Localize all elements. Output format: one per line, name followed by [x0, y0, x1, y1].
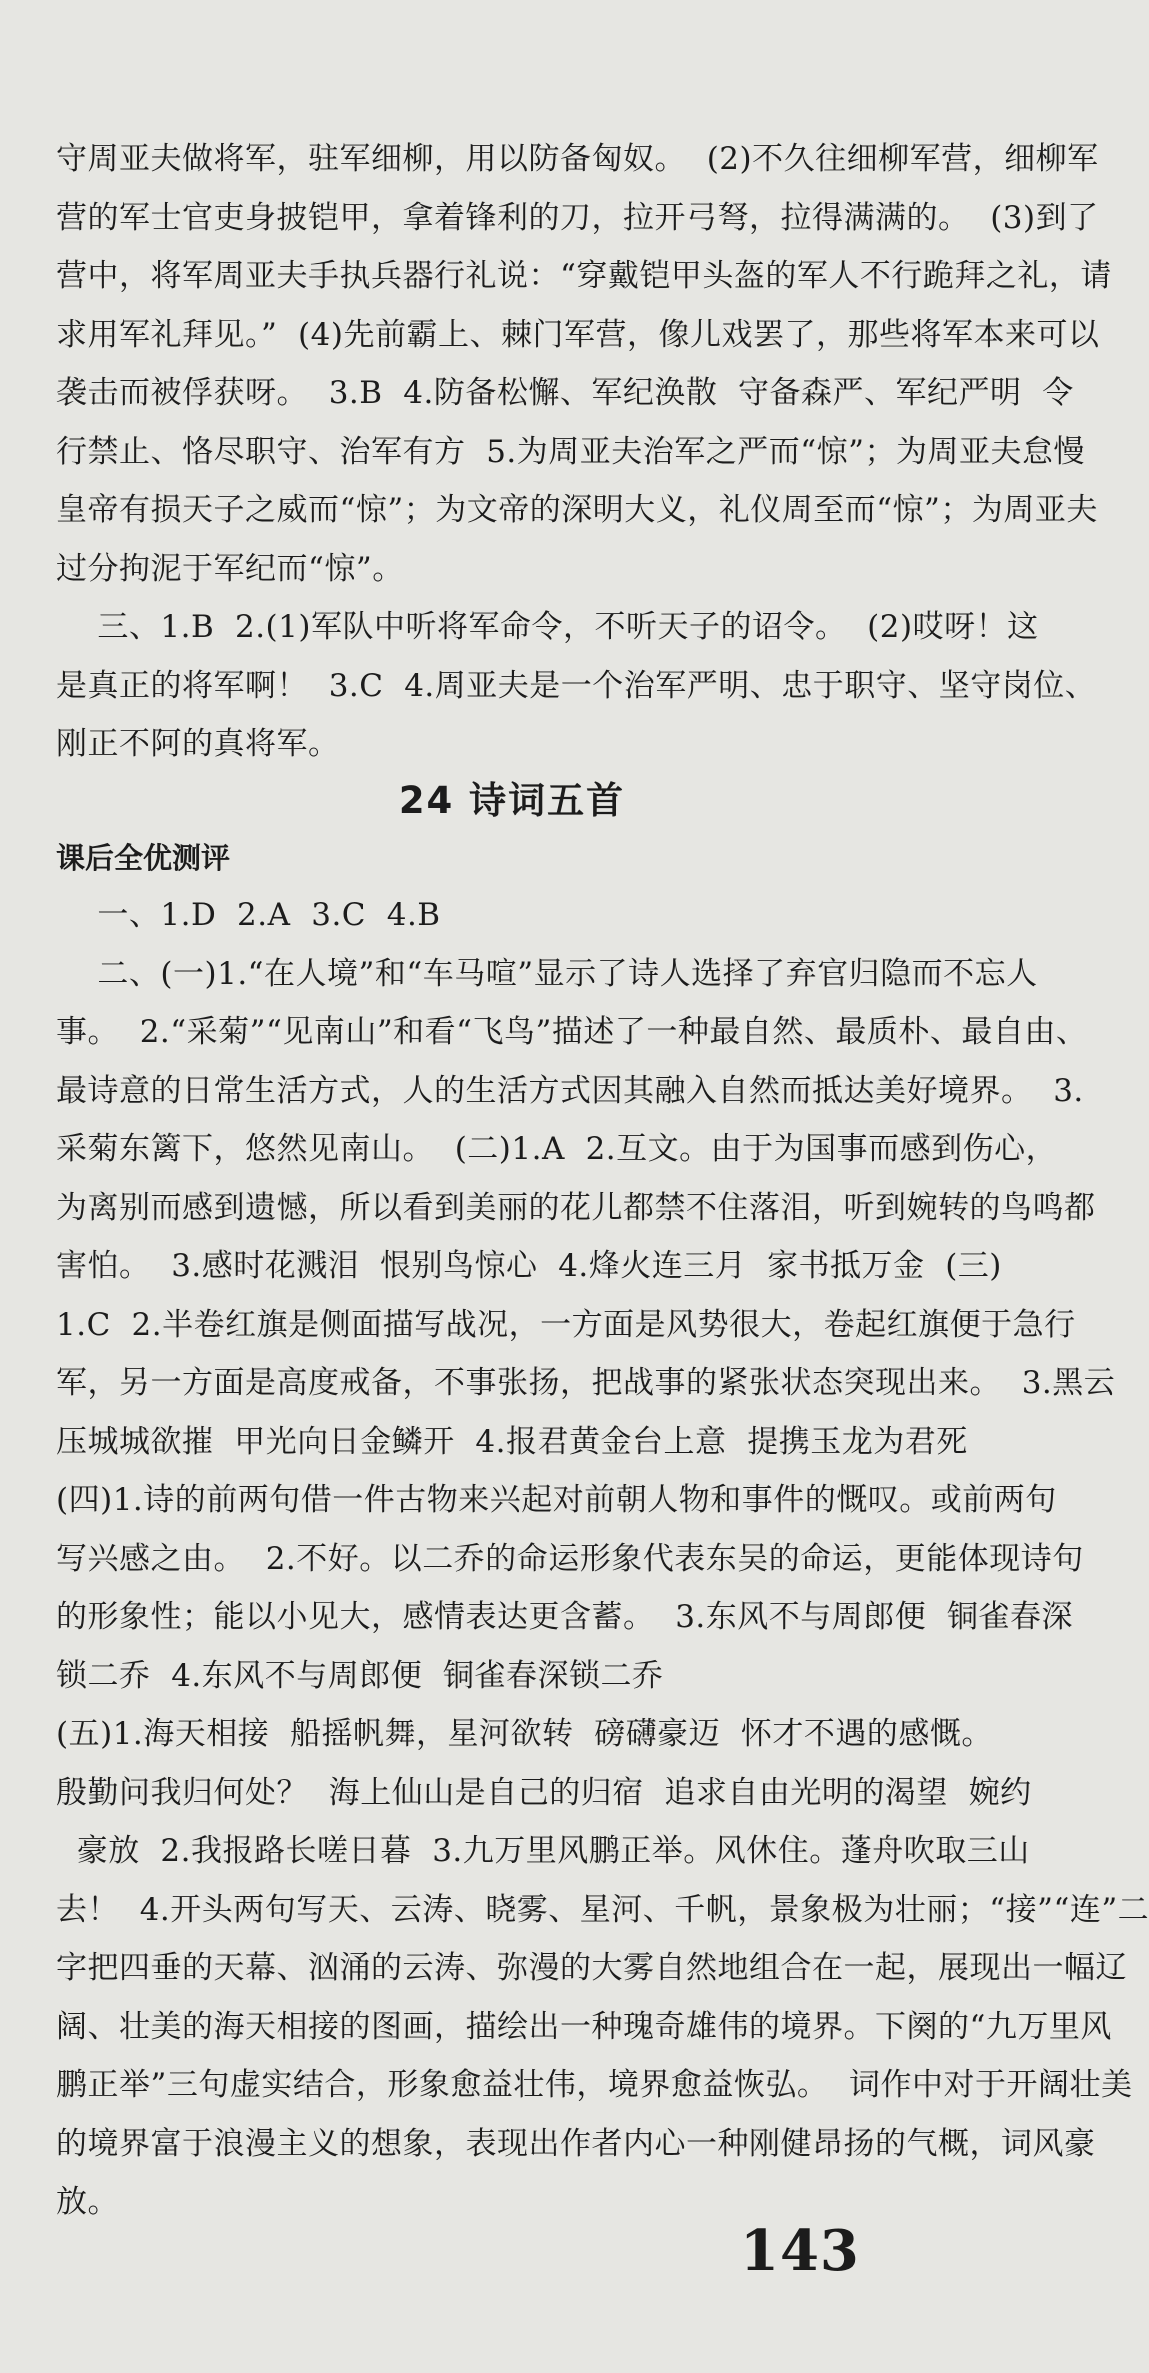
page-number: 143: [740, 2218, 860, 2284]
text-line: 求用军礼拜见。” (4)先前霸上、棘门军营，像儿戏罢了，那些将军本来可以: [56, 316, 1100, 353]
text-line: 1.C 2.半卷红旗是侧面描写战况，一方面是风势很大，卷起红旗便于急行: [56, 1306, 1076, 1343]
text-line: 豪放 2.我报路长嗟日暮 3.九万里风鹏正举。风休住。蓬舟吹取三山: [56, 1833, 1030, 1869]
text-line: 鹏正举”三句虚实结合，形象愈益壮伟，境界愈益恢弘。 词作中对于开阔壮美: [56, 2067, 1133, 2103]
text-line: (五)1.海天相接 船摇帆舞，星河欲转 磅礴豪迈 怀才不遇的感慨。: [56, 1716, 993, 1752]
text-line: 军，另一方面是高度戒备，不事张扬，把战事的紧张状态突现出来。 3.黑云: [56, 1365, 1116, 1401]
text-line: 殷勤问我归何处？ 海上仙山是自己的归宿 追求自由光明的渴望 婉约: [56, 1774, 1032, 1811]
text-line: 为离别而感到遗憾，所以看到美丽的花儿都禁不住落泪，听到婉转的鸟鸣都: [56, 1189, 1096, 1226]
text-line: 字把四垂的天幕、汹涌的云涛、弥漫的大雾自然地组合在一起，展现出一幅辽: [56, 1950, 1127, 1986]
text-line: 阔、壮美的海天相接的图画，描绘出一种瑰奇雄伟的境界。下阕的“九万里风: [56, 2008, 1112, 2045]
text-line: 过分拘泥于军纪而“惊”。: [56, 550, 404, 587]
text-line: (四)1.诗的前两句借一件古物来兴起对前朝人物和事件的慨叹。或前两句: [56, 1482, 1057, 1518]
text-line: 皇帝有损天子之威而“惊”；为文帝的深明大义，礼仪周至而“惊”；为周亚夫: [56, 492, 1098, 528]
text-line: 二、(一)1.“在人境”和“车马喧”显示了诗人选择了弃官归隐而不忘人: [56, 955, 1038, 992]
text-line: 营的军士官吏身披铠甲，拿着锋利的刀，拉开弓弩，拉得满满的。 (3)到了: [56, 199, 1099, 236]
text-line: 去！ 4.开头两句写天、云涛、晓雾、星河、千帆，景象极为壮丽；“接”“连”二: [56, 1891, 1149, 1928]
text-line: 的形象性；能以小见大，感情表达更含蓄。 3.东风不与周郎便 铜雀春深: [56, 1599, 1073, 1635]
text-line: 事。 2.“采菊”“见南山”和看“飞鸟”描述了一种最自然、最质朴、最自由、: [56, 1014, 1088, 1050]
text-line: 写兴感之由。 2.不好。以二乔的命运形象代表东吴的命运，更能体现诗句: [56, 1540, 1084, 1577]
section-subtitle: 课后全优测评: [56, 841, 231, 875]
answer-block-23: [56, 130, 1112, 774]
text-line: 是真正的将军啊！ 3.C 4.周亚夫是一个治军严明、忠于职守、坚守岗位、: [56, 667, 1097, 704]
text-line: 营中，将军周亚夫手执兵器行礼说：“穿戴铠甲头盔的军人不行跪拜之礼，请: [56, 258, 1112, 294]
text-line: 袭击而被俘获呀。 3.B 4.防备松懈、军纪涣散 守备森严、军纪严明 令: [56, 375, 1074, 411]
text-line: 放。: [56, 2184, 119, 2220]
section-title: 24 诗词五首: [398, 779, 626, 822]
text-line: 行禁止、恪尽职守、治军有方 5.为周亚夫治军之严而“惊”；为周亚夫怠慢: [56, 433, 1085, 470]
text-line: 刚正不阿的真将军。: [56, 726, 340, 762]
text-line: 三、1.B 2.(1)军队中听将军命令，不听天子的诏令。 (2)哎呀！这: [56, 609, 1039, 645]
text-line: 一、1.D 2.A 3.C 4.B: [56, 897, 441, 933]
text-line: 的境界富于浪漫主义的想象，表现出作者内心一种刚健昂扬的气概，词风豪: [56, 2125, 1096, 2162]
text-line: 害怕。 3.感时花溅泪 恨别鸟惊心 4.烽火连三月 家书抵万金 (三): [56, 1248, 1002, 1284]
answer-block-24: [56, 886, 1149, 2232]
text-line: 最诗意的日常生活方式，人的生活方式因其融入自然而抵达美好境界。 3.: [56, 1072, 1084, 1109]
text-line: 锁二乔 4.东风不与周郎便 铜雀春深锁二乔: [56, 1657, 664, 1694]
text-line: 采菊东篱下，悠然见南山。 (二)1.A 2.互文。由于为国事而感到伤心，: [56, 1131, 1058, 1167]
text-line: 守周亚夫做将军，驻军细柳，用以防备匈奴。 (2)不久往细柳军营，细柳军: [56, 141, 1099, 177]
text-line: 压城城欲摧 甲光向日金鳞开 4.报君黄金台上意 提携玉龙为君死: [56, 1423, 968, 1460]
